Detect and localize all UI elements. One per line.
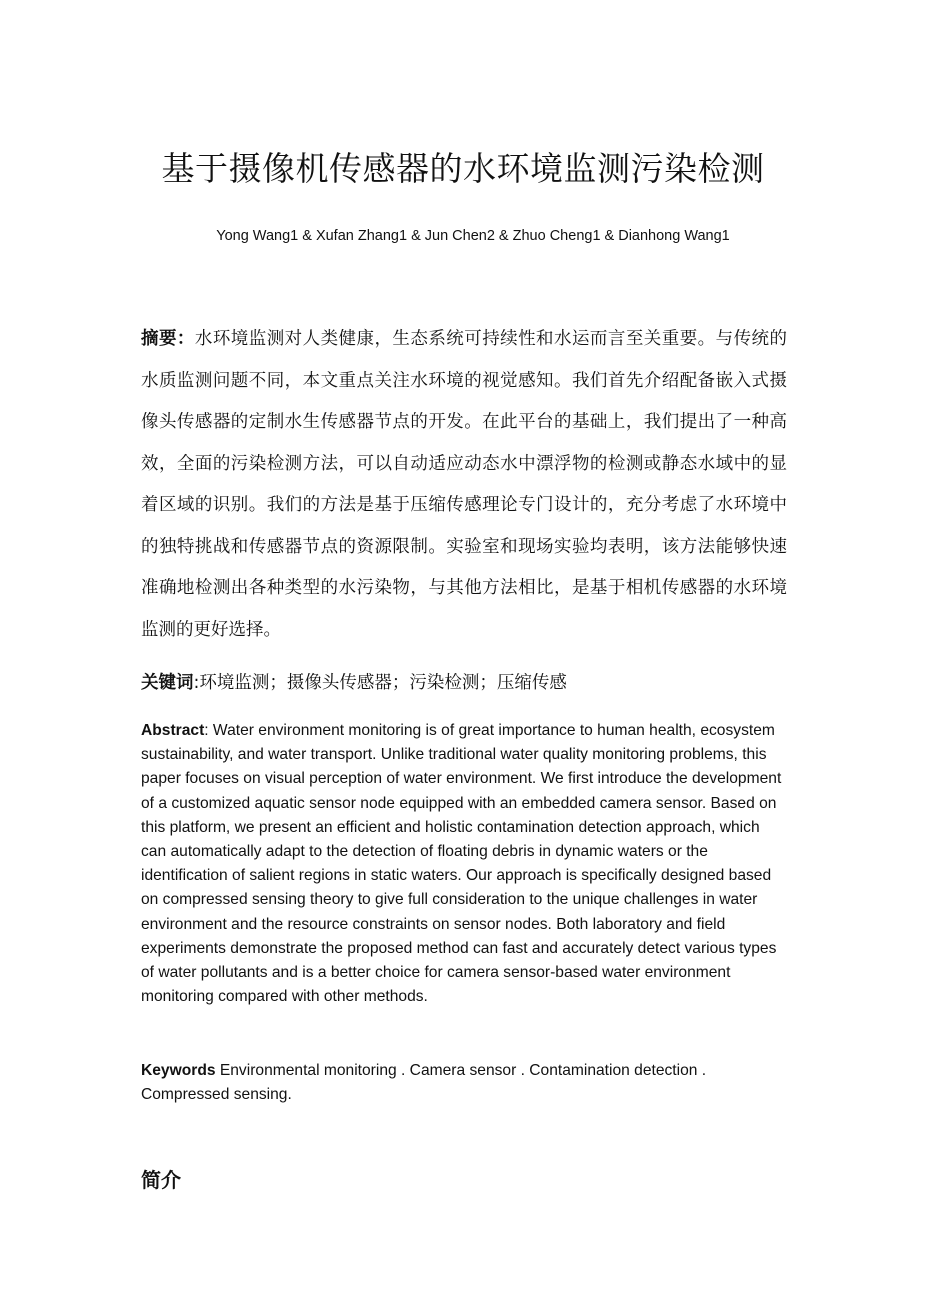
chinese-abstract-label: 摘要：: [141, 329, 195, 349]
english-abstract-label: Abstract: [141, 722, 205, 739]
section-heading-introduction: 简介: [141, 1168, 181, 1192]
chinese-keywords-text: :环境监测；摄像头传感器；污染检测；压缩传感: [193, 673, 567, 693]
english-keywords-text: Environmental monitoring . Camera sensor . Contamination detection . Compressed sensing.: [141, 1062, 707, 1104]
chinese-keywords-label: 关键词: [141, 673, 194, 693]
chinese-abstract-text: 水环境监测对人类健康，生态系统可持续性和水运而言至关重要。与传统的水质监测问题不同，本文重点关注水环境的视觉感知。我们首先介绍配备嵌入式摄像头传感器的定制水生传感器节点的开发。在此平台的基础上，我们提出了一种高效，全面的污染检测方法，可以自动适应动态水中漂浮物的检测或静态水域中的显着区域的识别。我们的方法是基于压缩传感理论专门设计的，充分考虑了水环境中的独特挑战和传感器节点的资源限制。实验室和现场实验均表明，该方法能够快速准确地检测出各种类型的水污染物，与其他方法相比，是基于相机传感器的水环境监测的更好选择。: [141, 329, 788, 640]
paper-title: 基于摄像机传感器的水环境监测污染检测: [161, 149, 765, 188]
chinese-abstract: [141, 319, 787, 651]
english-keywords: [141, 1059, 789, 1107]
english-keywords-label: Keywords: [141, 1062, 216, 1079]
english-abstract-text: : Water environment monitoring is of great importance to human health, ecosystem sustainability, and water transport. Unlike traditional water quality monitoring problems, this paper focuses on visual perception of water environment. We first introduce the development of a customized aquatic sensor node equipped with an embedded camera sensor. Based on this platform, we present an efficient and holistic contamination detection approach, which can automatically adapt to the detection of floating debris in dynamic waters or the identification of salient regions in static waters. Our approach is specifically designed based on compressed sensing theory to give full consideration to the unique challenges in water environment and the resource constraints on sensor nodes. Both laboratory and field experiments demonstrate the proposed method can fast and accurately detect various types of water pollutants and is a better choice for camera sensor-based water environment monitoring compared with other methods.: [141, 722, 782, 1006]
author-list: Yong Wang1 & Xufan Zhang1 & Jun Chen2 & Zhuo Cheng1 & Dianhong Wang1: [216, 228, 730, 244]
english-abstract: [141, 719, 789, 1009]
chinese-keywords: [141, 664, 787, 702]
